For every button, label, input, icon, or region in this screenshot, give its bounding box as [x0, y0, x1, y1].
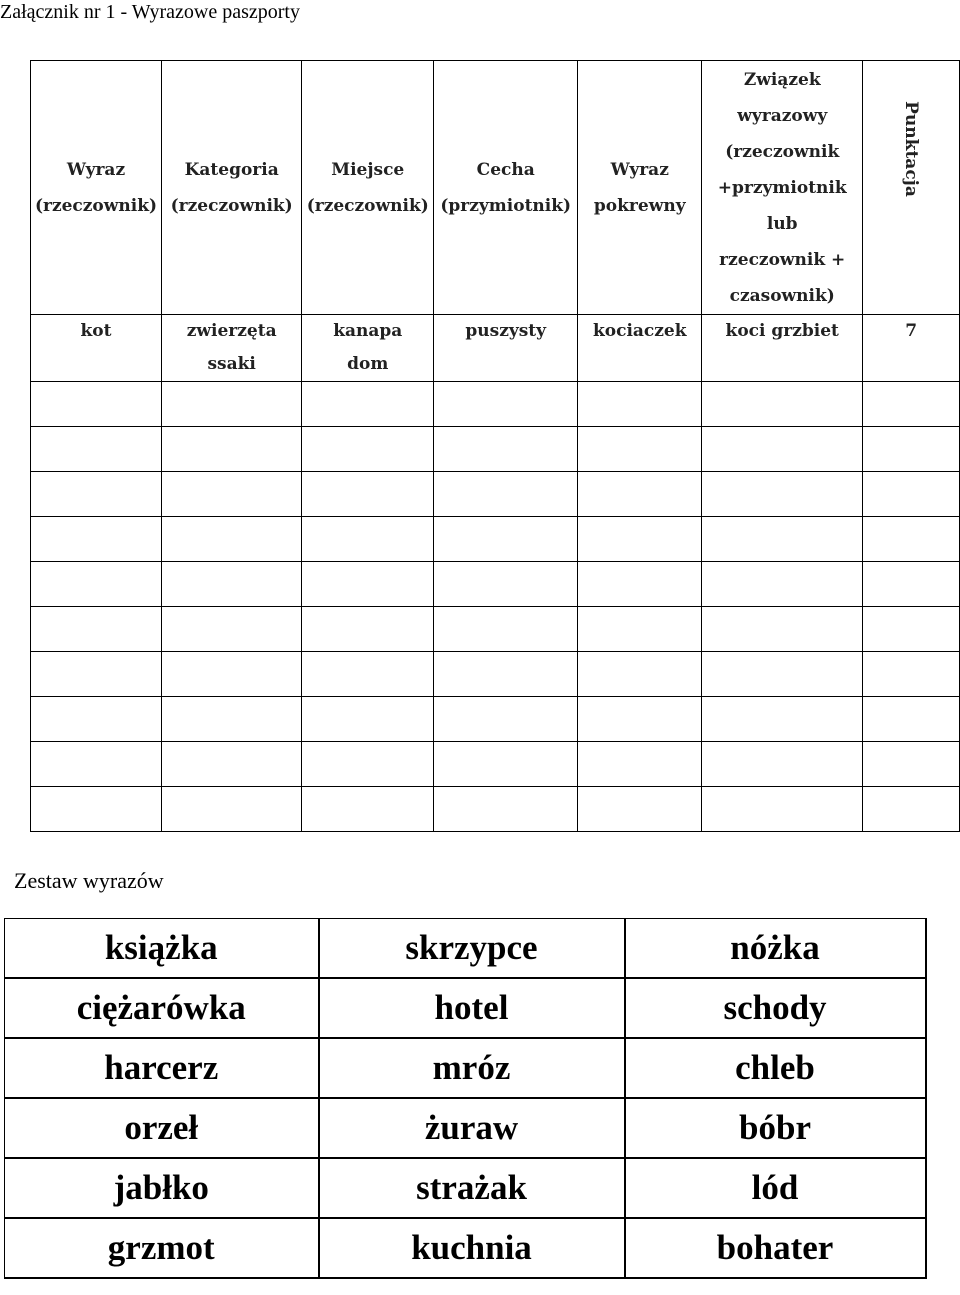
blank-row	[31, 607, 960, 652]
blank-cell[interactable]	[161, 697, 301, 742]
word-cell: schody	[625, 978, 926, 1038]
blank-cell[interactable]	[161, 427, 301, 472]
header-text: (rzeczownik)	[34, 195, 158, 216]
blank-cell[interactable]	[434, 652, 578, 697]
blank-cell[interactable]	[702, 787, 863, 832]
blank-cell[interactable]	[302, 517, 434, 562]
word-set-table	[4, 918, 927, 1279]
blank-row	[31, 382, 960, 427]
header-text: rzeczownik +	[719, 249, 846, 270]
blank-cell[interactable]	[31, 652, 162, 697]
blank-cell[interactable]	[863, 607, 960, 652]
blank-row	[31, 427, 960, 472]
example-text: 7	[905, 321, 918, 341]
header-cell-category	[161, 61, 301, 315]
word-row	[5, 1098, 926, 1158]
word-row	[5, 919, 926, 979]
blank-cell[interactable]	[863, 427, 960, 472]
blank-cell[interactable]	[863, 517, 960, 562]
blank-cell[interactable]	[302, 382, 434, 427]
example-cell	[434, 315, 578, 382]
passport-header-row	[31, 61, 960, 315]
example-text: kociaczek	[592, 321, 687, 341]
blank-cell[interactable]	[31, 697, 162, 742]
blank-cell[interactable]	[578, 742, 702, 787]
blank-cell[interactable]	[161, 382, 301, 427]
example-text: dom	[347, 354, 389, 374]
word-cell: hotel	[319, 978, 625, 1038]
header-text: (rzeczownik	[725, 141, 840, 162]
blank-cell[interactable]	[302, 427, 434, 472]
example-cell	[161, 315, 301, 382]
blank-cell[interactable]	[863, 697, 960, 742]
example-cell	[578, 315, 702, 382]
blank-cell[interactable]	[161, 742, 301, 787]
blank-cell[interactable]	[702, 607, 863, 652]
example-text: zwierzęta	[186, 321, 277, 341]
blank-cell[interactable]	[578, 517, 702, 562]
blank-cell[interactable]	[302, 562, 434, 607]
word-row	[5, 1038, 926, 1098]
blank-cell[interactable]	[161, 472, 301, 517]
blank-cell[interactable]	[578, 607, 702, 652]
blank-cell[interactable]	[578, 472, 702, 517]
header-text: Związek	[743, 69, 821, 90]
blank-cell[interactable]	[702, 697, 863, 742]
header-text: czasownik)	[729, 285, 835, 306]
blank-cell[interactable]	[702, 652, 863, 697]
blank-row	[31, 787, 960, 832]
blank-cell[interactable]	[578, 382, 702, 427]
blank-cell[interactable]	[434, 562, 578, 607]
blank-cell[interactable]	[31, 607, 162, 652]
blank-cell[interactable]	[578, 427, 702, 472]
blank-cell[interactable]	[863, 652, 960, 697]
blank-row	[31, 562, 960, 607]
blank-cell[interactable]	[161, 787, 301, 832]
blank-cell[interactable]	[434, 607, 578, 652]
blank-cell[interactable]	[31, 787, 162, 832]
blank-cell[interactable]	[302, 652, 434, 697]
blank-cell[interactable]	[434, 742, 578, 787]
blank-row	[31, 652, 960, 697]
blank-cell[interactable]	[702, 562, 863, 607]
word-cell: kuchnia	[319, 1218, 625, 1278]
word-cell: harcerz	[5, 1038, 319, 1098]
blank-cell[interactable]	[863, 742, 960, 787]
word-cell: orzeł	[5, 1098, 319, 1158]
word-cell: bohater	[625, 1218, 926, 1278]
blank-cell[interactable]	[302, 472, 434, 517]
header-text: +przymiotnik	[717, 177, 847, 198]
word-set-label: Zestaw wyrazów	[14, 868, 164, 893]
blank-row	[31, 697, 960, 742]
blank-cell[interactable]	[434, 697, 578, 742]
header-text: wyrazowy	[737, 105, 828, 126]
header-cell-word	[31, 61, 162, 315]
header-text: Wyraz	[610, 159, 669, 180]
example-cell	[31, 315, 162, 382]
blank-cell[interactable]	[31, 742, 162, 787]
blank-cell[interactable]	[434, 517, 578, 562]
word-row	[5, 1158, 926, 1218]
header-cell-place	[302, 61, 434, 315]
blank-row	[31, 472, 960, 517]
blank-cell[interactable]	[578, 652, 702, 697]
word-cell: chleb	[625, 1038, 926, 1098]
word-cell: nóżka	[625, 919, 926, 979]
header-text: lub	[766, 213, 798, 234]
blank-row	[31, 742, 960, 787]
header-cell-score	[863, 61, 960, 315]
blank-cell[interactable]	[863, 382, 960, 427]
blank-cell[interactable]	[31, 427, 162, 472]
blank-cell[interactable]	[161, 562, 301, 607]
blank-cell[interactable]	[702, 382, 863, 427]
header-text: Cecha	[476, 159, 535, 180]
word-cell: strażak	[319, 1158, 625, 1218]
word-cell: żuraw	[319, 1098, 625, 1158]
blank-cell[interactable]	[702, 472, 863, 517]
header-text: (rzeczownik)	[306, 195, 429, 216]
header-text: (rzeczownik)	[170, 195, 293, 216]
header-text: Kategoria	[184, 159, 279, 180]
word-cell: bóbr	[625, 1098, 926, 1158]
header-text-vertical: Punktacja	[901, 101, 922, 197]
blank-cell[interactable]	[702, 427, 863, 472]
word-cell: lód	[625, 1158, 926, 1218]
word-row	[5, 978, 926, 1038]
blank-cell[interactable]	[434, 787, 578, 832]
word-cell: grzmot	[5, 1218, 319, 1278]
word-cell: książka	[5, 919, 319, 979]
blank-cell[interactable]	[31, 472, 162, 517]
example-row	[31, 315, 960, 382]
blank-cell[interactable]	[161, 517, 301, 562]
blank-cell[interactable]	[863, 562, 960, 607]
blank-cell[interactable]	[434, 427, 578, 472]
blank-cell[interactable]	[863, 472, 960, 517]
header-text: Miejsce	[331, 159, 405, 180]
header-cell-related-word	[578, 61, 702, 315]
blank-cell[interactable]	[302, 697, 434, 742]
example-text: kanapa	[333, 321, 403, 341]
example-text: puszysty	[465, 321, 547, 341]
header-cell-phrase	[702, 61, 863, 315]
blank-cell[interactable]	[161, 652, 301, 697]
header-text: (przymiotnik)	[440, 195, 572, 216]
blank-cell[interactable]	[434, 472, 578, 517]
blank-cell[interactable]	[578, 562, 702, 607]
blank-cell[interactable]	[31, 562, 162, 607]
blank-cell[interactable]	[578, 697, 702, 742]
example-cell	[863, 315, 960, 382]
example-text: kot	[80, 321, 112, 341]
blank-cell[interactable]	[31, 517, 162, 562]
example-text: koci grzbiet	[725, 321, 839, 341]
blank-cell[interactable]	[302, 607, 434, 652]
blank-cell[interactable]	[702, 742, 863, 787]
example-text: ssaki	[207, 354, 256, 374]
header-cell-feature	[434, 61, 578, 315]
header-text: Wyraz	[66, 159, 126, 180]
example-cell	[302, 315, 434, 382]
word-cell: mróz	[319, 1038, 625, 1098]
blank-cell[interactable]	[161, 607, 301, 652]
blank-cell[interactable]	[578, 787, 702, 832]
blank-cell[interactable]	[863, 787, 960, 832]
word-row	[5, 1218, 926, 1278]
example-cell	[702, 315, 863, 382]
word-cell: skrzypce	[319, 919, 625, 979]
blank-cell[interactable]	[302, 787, 434, 832]
word-cell: ciężarówka	[5, 978, 319, 1038]
blank-row	[31, 517, 960, 562]
blank-cell[interactable]	[31, 382, 162, 427]
blank-cell[interactable]	[302, 742, 434, 787]
document-title: Załącznik nr 1 - Wyrazowe paszporty	[0, 1, 300, 23]
passport-table	[30, 60, 960, 832]
blank-cell[interactable]	[702, 517, 863, 562]
blank-cell[interactable]	[434, 382, 578, 427]
word-cell: jabłko	[5, 1158, 319, 1218]
header-text: pokrewny	[593, 195, 686, 216]
